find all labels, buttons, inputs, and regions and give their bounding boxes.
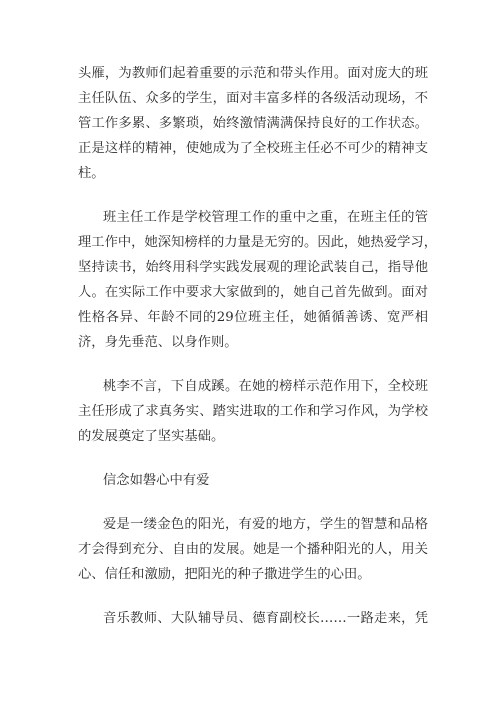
text-line: 性格各异、年龄不同的29位班主任，她循循善诱、宽严相 bbox=[78, 310, 428, 325]
text-line: 爱是一缕金色的阳光，有爱的地方，学生的智慧和品格 bbox=[103, 517, 428, 532]
text-line: 音乐教师、大队辅导员、德育副校长……一路走来，凭 bbox=[103, 611, 428, 626]
text-line: 头雁，为教师们起着重要的示范和带头作用。面对庞大的班 bbox=[78, 66, 428, 81]
text-line: 正是这样的精神，使她成为了全校班主任必不可少的精神支 bbox=[78, 141, 428, 156]
text-line: 济，身先垂范、以身作则。 bbox=[78, 335, 238, 350]
text-line: 桃李不言，下自成蹊。在她的榜样示范作用下，全校班 bbox=[103, 379, 428, 394]
text-line: 心、信任和激励，把阳光的种子撒进学生的心田。 bbox=[78, 567, 371, 582]
text-line: 才会得到充分、自由的发展。她是一个播种阳光的人，用关 bbox=[78, 542, 428, 557]
text-line: 理工作中，她深知榜样的力量是无穷的。因此，她热爱学习， bbox=[78, 235, 438, 250]
section-heading: 信念如磐心中有爱 bbox=[103, 473, 210, 488]
text-line: 班主任工作是学校管理工作的重中之重，在班主任的管 bbox=[103, 210, 428, 225]
text-line: 主任队伍、众多的学生，面对丰富多样的各级活动现场，不 bbox=[78, 91, 428, 106]
text-line: 管工作多累、多繁琐，始终激情满满保持良好的工作状态。 bbox=[78, 116, 428, 131]
text-line: 主任形成了求真务实、踏实进取的工作和学习作风，为学校 bbox=[78, 404, 428, 419]
text-line: 坚持读书，始终用科学实践发展观的理论武装自己，指导他 bbox=[78, 260, 428, 275]
text-line: 柱。 bbox=[78, 166, 105, 181]
text-line: 人。在实际工作中要求大家做到的，她自己首先做到。面对 bbox=[78, 285, 428, 300]
text-line: 的发展奠定了坚实基础。 bbox=[78, 429, 225, 444]
